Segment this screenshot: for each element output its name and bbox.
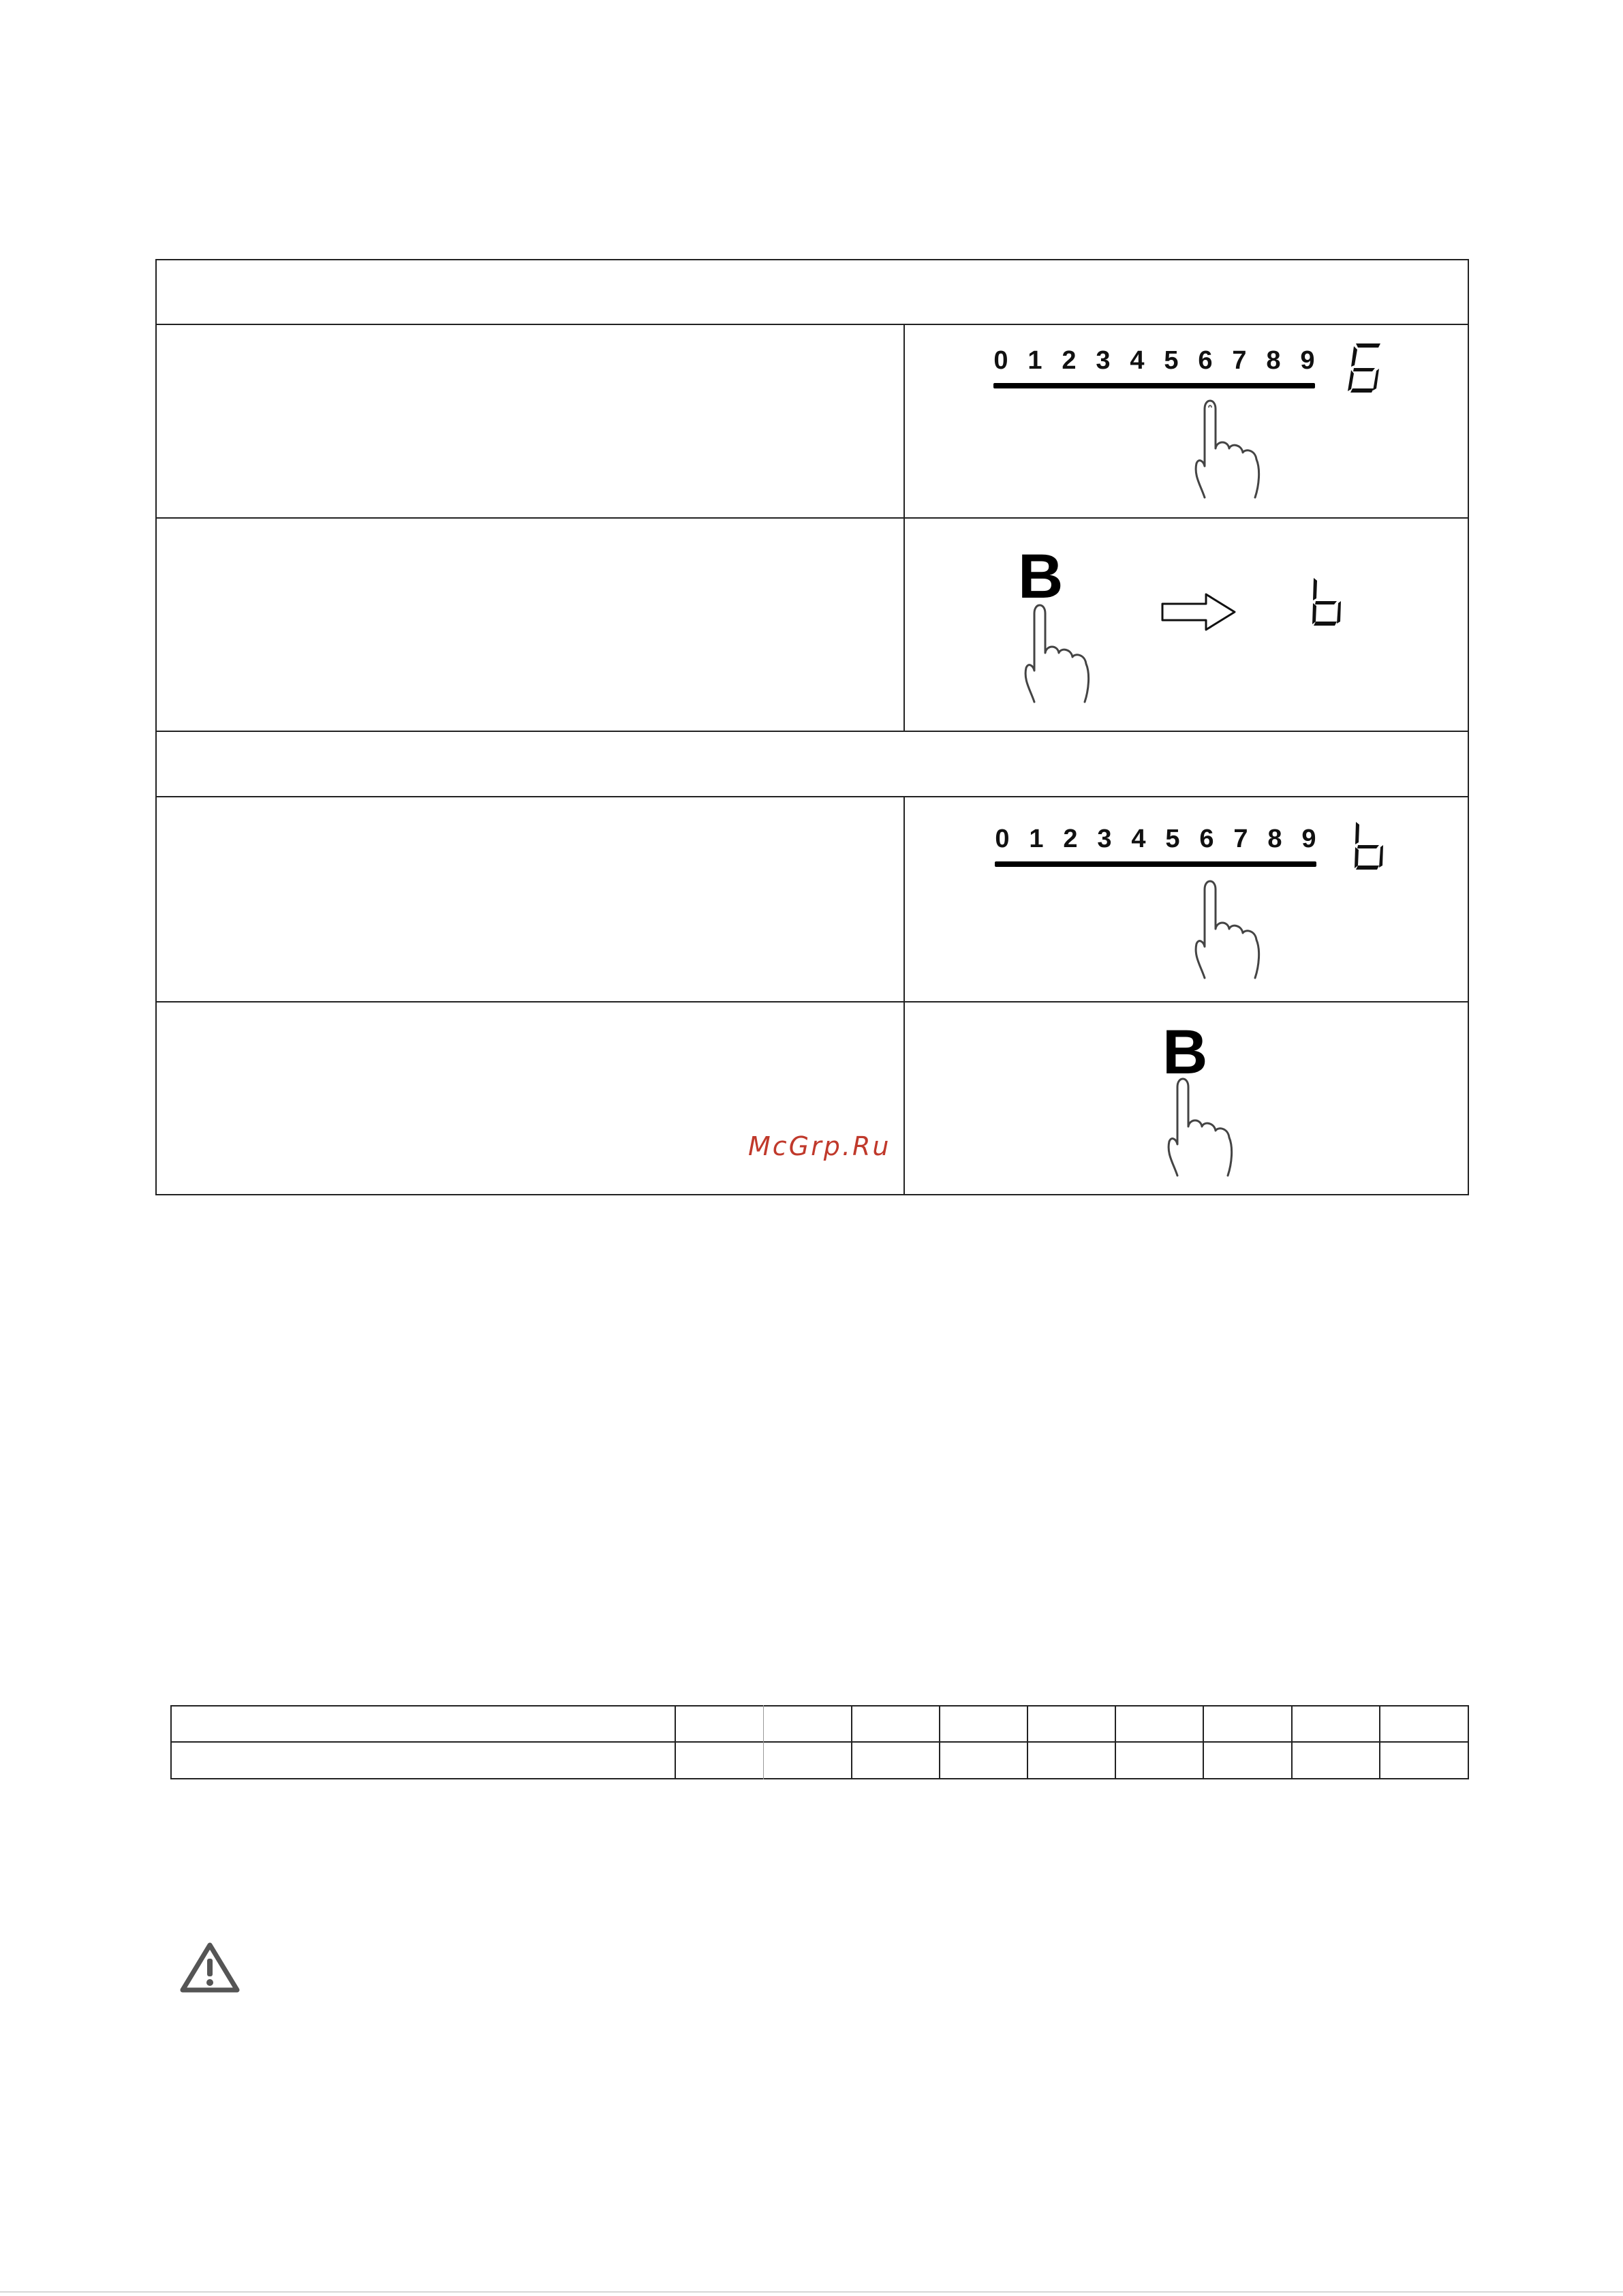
scale-digit: 9 <box>1300 346 1315 375</box>
pointing-hand-icon <box>1186 876 1281 985</box>
slider-bar[interactable] <box>993 383 1315 388</box>
slider-scale-digits <box>984 346 1325 376</box>
scale-digit: 5 <box>1164 346 1179 375</box>
segment-display <box>1345 341 1386 395</box>
pointing-hand-icon <box>1015 600 1111 709</box>
table-divider <box>155 324 1469 325</box>
segment-display <box>1350 818 1391 872</box>
scale-digit: 3 <box>1097 825 1112 853</box>
table-divider <box>155 731 1469 732</box>
scale-digit: 6 <box>1199 825 1214 853</box>
scale-digit: 1 <box>1029 825 1044 853</box>
boost-button-label[interactable]: B <box>1018 542 1064 611</box>
table-border-right <box>1468 1705 1469 1779</box>
table-border-top <box>170 1705 1469 1706</box>
scale-digit: 5 <box>1165 825 1180 853</box>
scale-digit: 0 <box>995 825 1010 853</box>
table-border-right <box>1468 259 1469 1195</box>
column-divider <box>1379 1705 1380 1779</box>
scale-digit: 6 <box>1198 346 1213 375</box>
pointing-hand-icon <box>1158 1073 1254 1182</box>
table-divider <box>155 796 1469 797</box>
scale-digit: 2 <box>1063 825 1078 853</box>
scale-digit: 7 <box>1232 346 1247 375</box>
page-bottom-edge <box>0 2291 1623 2293</box>
table-border-bottom <box>155 1194 1469 1195</box>
table-divider <box>155 1001 1469 1002</box>
column-divider <box>1115 1705 1116 1779</box>
scale-digit: 7 <box>1233 825 1248 853</box>
table-border-left <box>170 1705 172 1779</box>
column-divider <box>1291 1705 1293 1779</box>
column-divider <box>675 1705 676 1779</box>
boost-button-label[interactable]: B <box>1162 1017 1208 1087</box>
column-divider <box>763 1705 764 1779</box>
table-divider <box>155 517 1469 519</box>
scale-digit: 1 <box>1027 346 1042 375</box>
warning-triangle-icon <box>179 1941 241 1995</box>
column-divider <box>903 324 905 732</box>
table-border-bottom <box>170 1778 1469 1779</box>
watermark: McGrp.Ru <box>748 1131 891 1161</box>
column-divider <box>939 1705 940 1779</box>
table-divider <box>170 1741 1469 1743</box>
table-border-left <box>155 259 157 1195</box>
pointing-hand-icon <box>1186 395 1281 504</box>
segment-display <box>1308 574 1349 628</box>
scale-digit: 2 <box>1062 346 1077 375</box>
scale-digit: 8 <box>1266 346 1281 375</box>
scale-digit: 4 <box>1130 346 1145 375</box>
table-border-top <box>155 259 1469 260</box>
right-arrow-icon <box>1160 592 1241 632</box>
scale-digit: 3 <box>1096 346 1111 375</box>
column-divider <box>851 1705 852 1779</box>
column-divider <box>1203 1705 1204 1779</box>
scale-digit: 8 <box>1267 825 1282 853</box>
scale-digit: 4 <box>1131 825 1146 853</box>
scale-digit: 9 <box>1301 825 1316 853</box>
column-divider <box>1027 1705 1028 1779</box>
scale-digit: 0 <box>993 346 1008 375</box>
slider-bar[interactable] <box>995 861 1316 867</box>
column-divider <box>903 796 905 1195</box>
slider-scale-digits <box>985 825 1326 854</box>
